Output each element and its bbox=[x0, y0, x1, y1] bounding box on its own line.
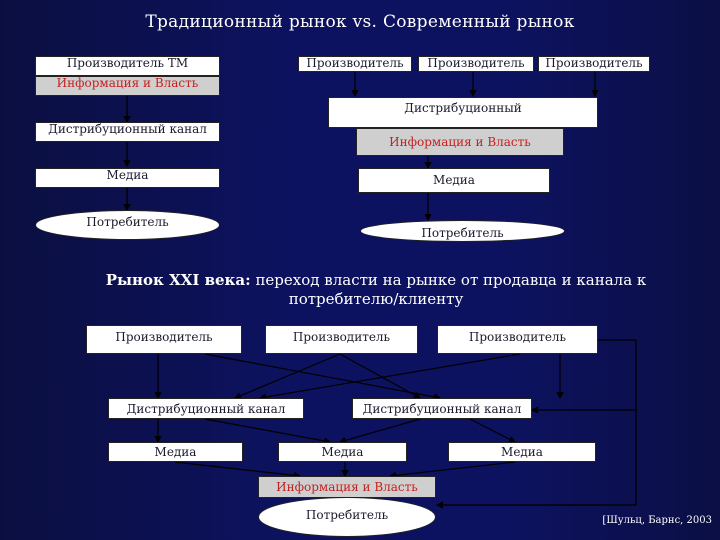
modern-producer-box: Производитель bbox=[418, 56, 534, 72]
modern-consumer-ellipse: Потребитель bbox=[360, 220, 565, 242]
future-media-box: Медиа bbox=[448, 442, 596, 462]
modern-media-box: Медиа bbox=[358, 168, 550, 193]
traditional-consumer-ellipse: Потребитель bbox=[35, 210, 220, 240]
modern-info-power-box: Информация и Власть bbox=[356, 128, 564, 156]
future-consumer-ellipse: Потребитель bbox=[258, 497, 436, 537]
future-channel-box: Дистрибуционный канал bbox=[352, 398, 532, 419]
modern-producer-box: Производитель bbox=[298, 56, 412, 72]
future-producer-box: Производитель bbox=[265, 325, 418, 354]
subtitle bbox=[86, 271, 666, 309]
future-media-box: Медиа bbox=[108, 442, 243, 462]
traditional-channel-box: Дистрибуционный канал bbox=[35, 122, 220, 142]
future-producer-box: Производитель bbox=[437, 325, 598, 354]
traditional-media-box: Медиа bbox=[35, 168, 220, 188]
subtitle-lead: Рынок XXI века: bbox=[105, 271, 251, 289]
future-info-power-box: Информация и Власть bbox=[258, 476, 436, 498]
future-media-box: Медиа bbox=[278, 442, 407, 462]
future-producer-box: Производитель bbox=[86, 325, 242, 354]
modern-producer-box: Производитель bbox=[538, 56, 650, 72]
modern-distribution-box: Дистрибуционный bbox=[328, 97, 598, 128]
subtitle-text-line2: потребителю/клиенту bbox=[288, 290, 464, 308]
slide-title: Традиционный рынок vs. Современный рынок bbox=[145, 12, 575, 32]
traditional-producer-box: Производитель ТМ bbox=[35, 56, 220, 76]
future-channel-box: Дистрибуционный канал bbox=[108, 398, 304, 419]
subtitle-text-line1: переход власти на рынке от продавца и канала к bbox=[255, 271, 647, 289]
traditional-info-power-box: Информация и Власть bbox=[35, 76, 220, 96]
citation: [Шульц, Барнс, 2003 bbox=[602, 515, 712, 526]
